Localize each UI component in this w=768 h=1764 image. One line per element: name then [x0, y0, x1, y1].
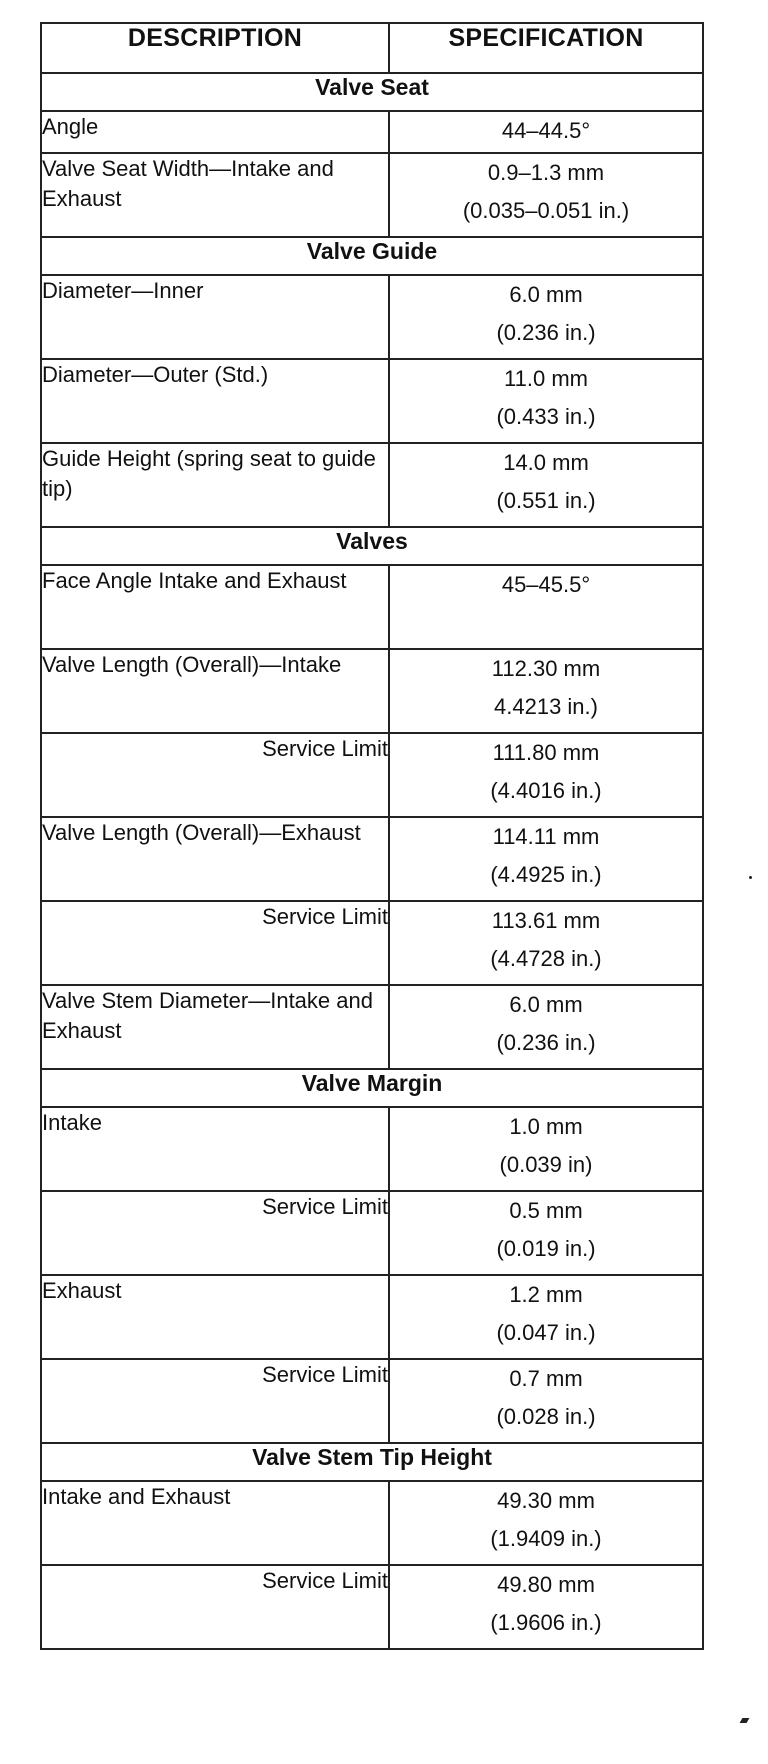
spec-metric: 114.11 mm — [492, 824, 600, 849]
table-row — [41, 359, 703, 443]
description-cell: Intake and Exhaust — [41, 1481, 389, 1565]
spec-body — [41, 73, 703, 1649]
scan-speck — [749, 876, 752, 879]
spec-imperial: (0.019 in.) — [496, 1236, 596, 1261]
specification-cell — [389, 153, 703, 237]
section-title: Valves — [41, 527, 703, 565]
description-cell: Guide Height (spring seat to guide tip) — [41, 443, 389, 527]
spec-imperial: 4.4213 in.) — [494, 694, 598, 719]
table-row — [41, 111, 703, 153]
spec-metric: 0.5 mm — [509, 1198, 583, 1223]
service-limit-label: Service Limit — [41, 1565, 389, 1649]
section-row — [41, 73, 703, 111]
table-row — [41, 153, 703, 237]
specification-cell — [389, 565, 703, 649]
description-cell: Valve Seat Width—Intake and Exhaust — [41, 153, 389, 237]
section-row — [41, 527, 703, 565]
table-row — [41, 1359, 703, 1443]
spec-imperial: (1.9606 in.) — [490, 1610, 602, 1635]
spec-imperial: (0.433 in.) — [496, 404, 596, 429]
spec-metric: 112.30 mm — [491, 656, 601, 681]
spec-metric: 0.7 mm — [509, 1366, 583, 1391]
description-cell: Valve Length (Overall)—Exhaust — [41, 817, 389, 901]
service-limit-label: Service Limit — [41, 901, 389, 985]
section-title: Valve Seat — [41, 73, 703, 111]
service-limit-label: Service Limit — [41, 1359, 389, 1443]
spec-metric: 6.0 mm — [509, 282, 583, 307]
spec-imperial: (0.236 in.) — [496, 320, 596, 345]
spec-imperial: (0.028 in.) — [496, 1404, 596, 1429]
specification-cell — [389, 1191, 703, 1275]
service-limit-label: Service Limit — [41, 1191, 389, 1275]
table-row — [41, 901, 703, 985]
spec-imperial: (0.047 in.) — [496, 1320, 596, 1345]
spec-imperial: (0.035–0.051 in.) — [462, 198, 630, 223]
spec-metric: 49.80 mm — [497, 1572, 595, 1597]
specification-cell — [389, 817, 703, 901]
table-row — [41, 649, 703, 733]
specification-cell — [389, 275, 703, 359]
spec-metric: 113.61 mm — [491, 908, 601, 933]
description-header: DESCRIPTION — [41, 23, 389, 73]
table-row — [41, 985, 703, 1069]
spec-metric: 0.9–1.3 mm — [487, 160, 605, 185]
table-row — [41, 1481, 703, 1565]
specification-cell — [389, 901, 703, 985]
spec-imperial: (1.9409 in.) — [490, 1526, 602, 1551]
spec-metric: 49.30 mm — [497, 1488, 595, 1513]
section-row — [41, 1069, 703, 1107]
spec-imperial: (0.039 in) — [499, 1152, 593, 1177]
specification-cell — [389, 1107, 703, 1191]
description-cell: Valve Length (Overall)—Intake — [41, 649, 389, 733]
specification-cell — [389, 985, 703, 1069]
description-cell: Diameter—Outer (Std.) — [41, 359, 389, 443]
specification-cell — [389, 111, 703, 153]
section-title: Valve Stem Tip Height — [41, 1443, 703, 1481]
section-row — [41, 1443, 703, 1481]
specification-cell — [389, 733, 703, 817]
description-cell: Valve Stem Diameter—Intake and Exhaust — [41, 985, 389, 1069]
specification-cell — [389, 1275, 703, 1359]
section-title: Valve Margin — [41, 1069, 703, 1107]
spec-imperial: (0.551 in.) — [496, 488, 596, 513]
spec-metric: 11.0 mm — [504, 366, 588, 391]
header-row — [41, 23, 703, 73]
table-row — [41, 1107, 703, 1191]
specification-cell — [389, 1565, 703, 1649]
table-row — [41, 1565, 703, 1649]
specification-cell — [389, 443, 703, 527]
spec-metric: 45–45.5° — [501, 572, 591, 597]
spec-table — [40, 22, 704, 1650]
table-row — [41, 1275, 703, 1359]
service-limit-label: Service Limit — [41, 733, 389, 817]
section-title: Valve Guide — [41, 237, 703, 275]
description-cell: Angle — [41, 111, 389, 153]
spec-metric: 14.0 mm — [503, 450, 589, 475]
specification-cell — [389, 1481, 703, 1565]
table-row — [41, 817, 703, 901]
description-cell: Face Angle Intake and Exhaust — [41, 565, 389, 649]
specification-cell — [389, 359, 703, 443]
description-cell: Exhaust — [41, 1275, 389, 1359]
spec-metric: 1.2 mm — [509, 1282, 583, 1307]
spec-imperial: (0.236 in.) — [496, 1030, 596, 1055]
spec-imperial: (4.4016 in.) — [490, 778, 602, 803]
specification-cell — [389, 649, 703, 733]
spec-metric: 6.0 mm — [509, 992, 583, 1017]
table-row — [41, 733, 703, 817]
section-row — [41, 237, 703, 275]
spec-metric: 1.0 mm — [509, 1114, 583, 1139]
spec-metric: 111.80 mm — [492, 740, 600, 765]
description-cell: Intake — [41, 1107, 389, 1191]
description-cell: Diameter—Inner — [41, 275, 389, 359]
scan-mark — [740, 1718, 750, 1723]
specification-header: SPECIFICATION — [389, 23, 703, 73]
table-row — [41, 275, 703, 359]
table-row — [41, 565, 703, 649]
table-row — [41, 1191, 703, 1275]
spec-metric: 44–44.5° — [501, 118, 591, 143]
spec-imperial: (4.4925 in.) — [490, 862, 602, 887]
specification-cell — [389, 1359, 703, 1443]
table-row — [41, 443, 703, 527]
spec-imperial: (4.4728 in.) — [490, 946, 602, 971]
